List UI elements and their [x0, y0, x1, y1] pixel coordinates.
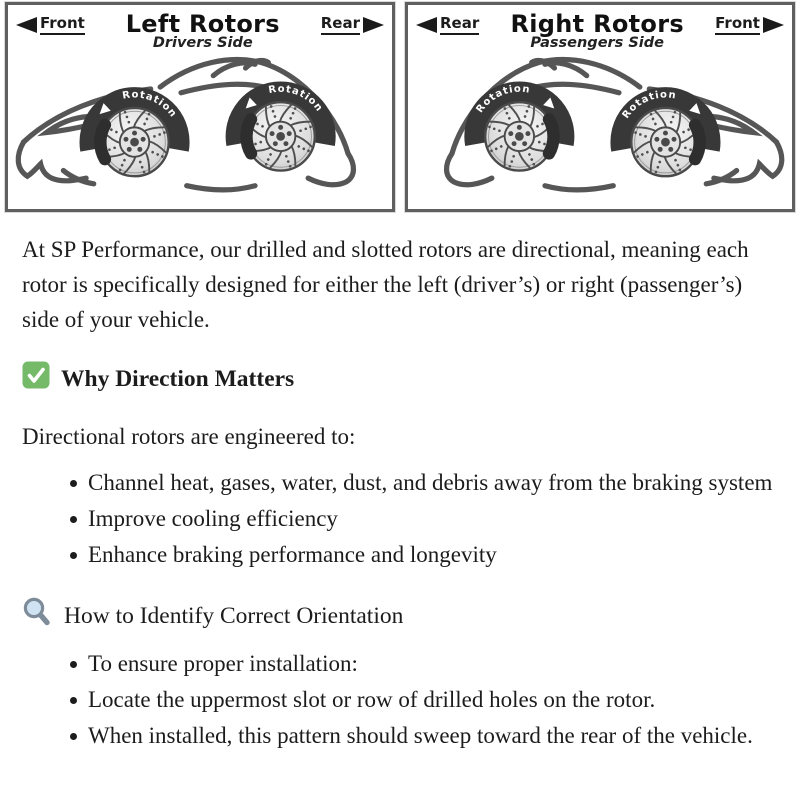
brake-caliper: [100, 125, 105, 159]
panel-title: Left Rotors: [125, 10, 280, 38]
rear-wheel-right-panel: [475, 84, 564, 171]
orientation-list: [22, 646, 776, 753]
brake-caliper: [246, 120, 251, 154]
list-item: Enhance braking performance and longevity: [88, 537, 776, 572]
rotation-label: Rotation: [121, 89, 179, 121]
direction-text: Rear: [321, 16, 360, 35]
panel-titles: [510, 12, 683, 51]
front-wheel-right-panel: [621, 90, 710, 177]
heading-text: Why Direction Matters: [61, 365, 295, 392]
rotation-label: Rotation: [267, 83, 325, 115]
list-item: When installed, this pattern should sweep toward the rear of the vehicle.: [88, 718, 776, 753]
direction-text: Front: [40, 16, 85, 35]
panel-title: Right Rotors: [510, 10, 684, 38]
heading-identify-orientation: [22, 596, 776, 635]
rear-direction-label: [416, 16, 479, 35]
arrow-left-icon: [16, 17, 37, 33]
arrow-left-icon: [416, 17, 437, 33]
panel-titles: [126, 12, 280, 51]
brake-caliper: [695, 125, 700, 159]
front-direction-label: [715, 16, 784, 35]
car-illustration-left: [8, 51, 392, 199]
lead-paragraph: Directional rotors are engineered to:: [22, 424, 356, 450]
drilled-slotted-rotor: [485, 102, 553, 170]
arrow-right-icon: [363, 17, 384, 33]
rear-direction-label: [321, 16, 384, 35]
intro-paragraph: At SP Performance, our drilled and slotted rotors are directional, meaning each rotor is specifically designed for either the left (driver’s) or right (passenger’s) side of your vehicle.: [22, 237, 749, 332]
panel-subtitle: Drivers Side: [152, 35, 253, 52]
list-item: Locate the uppermost slot or row of drilled holes on the rotor.: [88, 682, 776, 717]
check-mark-icon: [22, 361, 50, 396]
panel-subtitle: Passengers Side: [530, 35, 664, 52]
rotor-direction-diagram: [0, 0, 800, 214]
drilled-slotted-rotor: [100, 108, 168, 176]
front-direction-label: [16, 16, 85, 35]
direction-text: Rear: [440, 16, 479, 35]
right-panel-header: [408, 5, 792, 51]
magnifying-glass-icon: [22, 596, 53, 635]
left-panel-header: [8, 5, 392, 51]
direction-text: Front: [715, 16, 760, 35]
rotation-label: Rotation: [474, 83, 532, 116]
left-rotors-panel: [5, 2, 395, 212]
list-item: Improve cooling efficiency: [88, 501, 776, 536]
list-item: Channel heat, gases, water, dust, and debris away from the braking system: [88, 465, 776, 500]
drilled-slotted-rotor: [631, 108, 699, 176]
article-body: [0, 214, 800, 760]
heading-text: How to Identify Correct Orientation: [64, 602, 404, 629]
car-illustration-right: [408, 51, 792, 199]
right-rotors-panel: [405, 2, 795, 212]
benefits-list: [22, 465, 776, 572]
front-wheel-left-panel: [90, 90, 179, 177]
list-item: To ensure proper installation:: [88, 646, 776, 681]
arrow-right-icon: [763, 17, 784, 33]
heading-why-direction-matters: [22, 361, 776, 396]
drilled-slotted-rotor: [246, 102, 314, 170]
rotation-label: Rotation: [620, 89, 678, 122]
brake-caliper: [549, 120, 554, 154]
rear-wheel-left-panel: [236, 84, 325, 171]
